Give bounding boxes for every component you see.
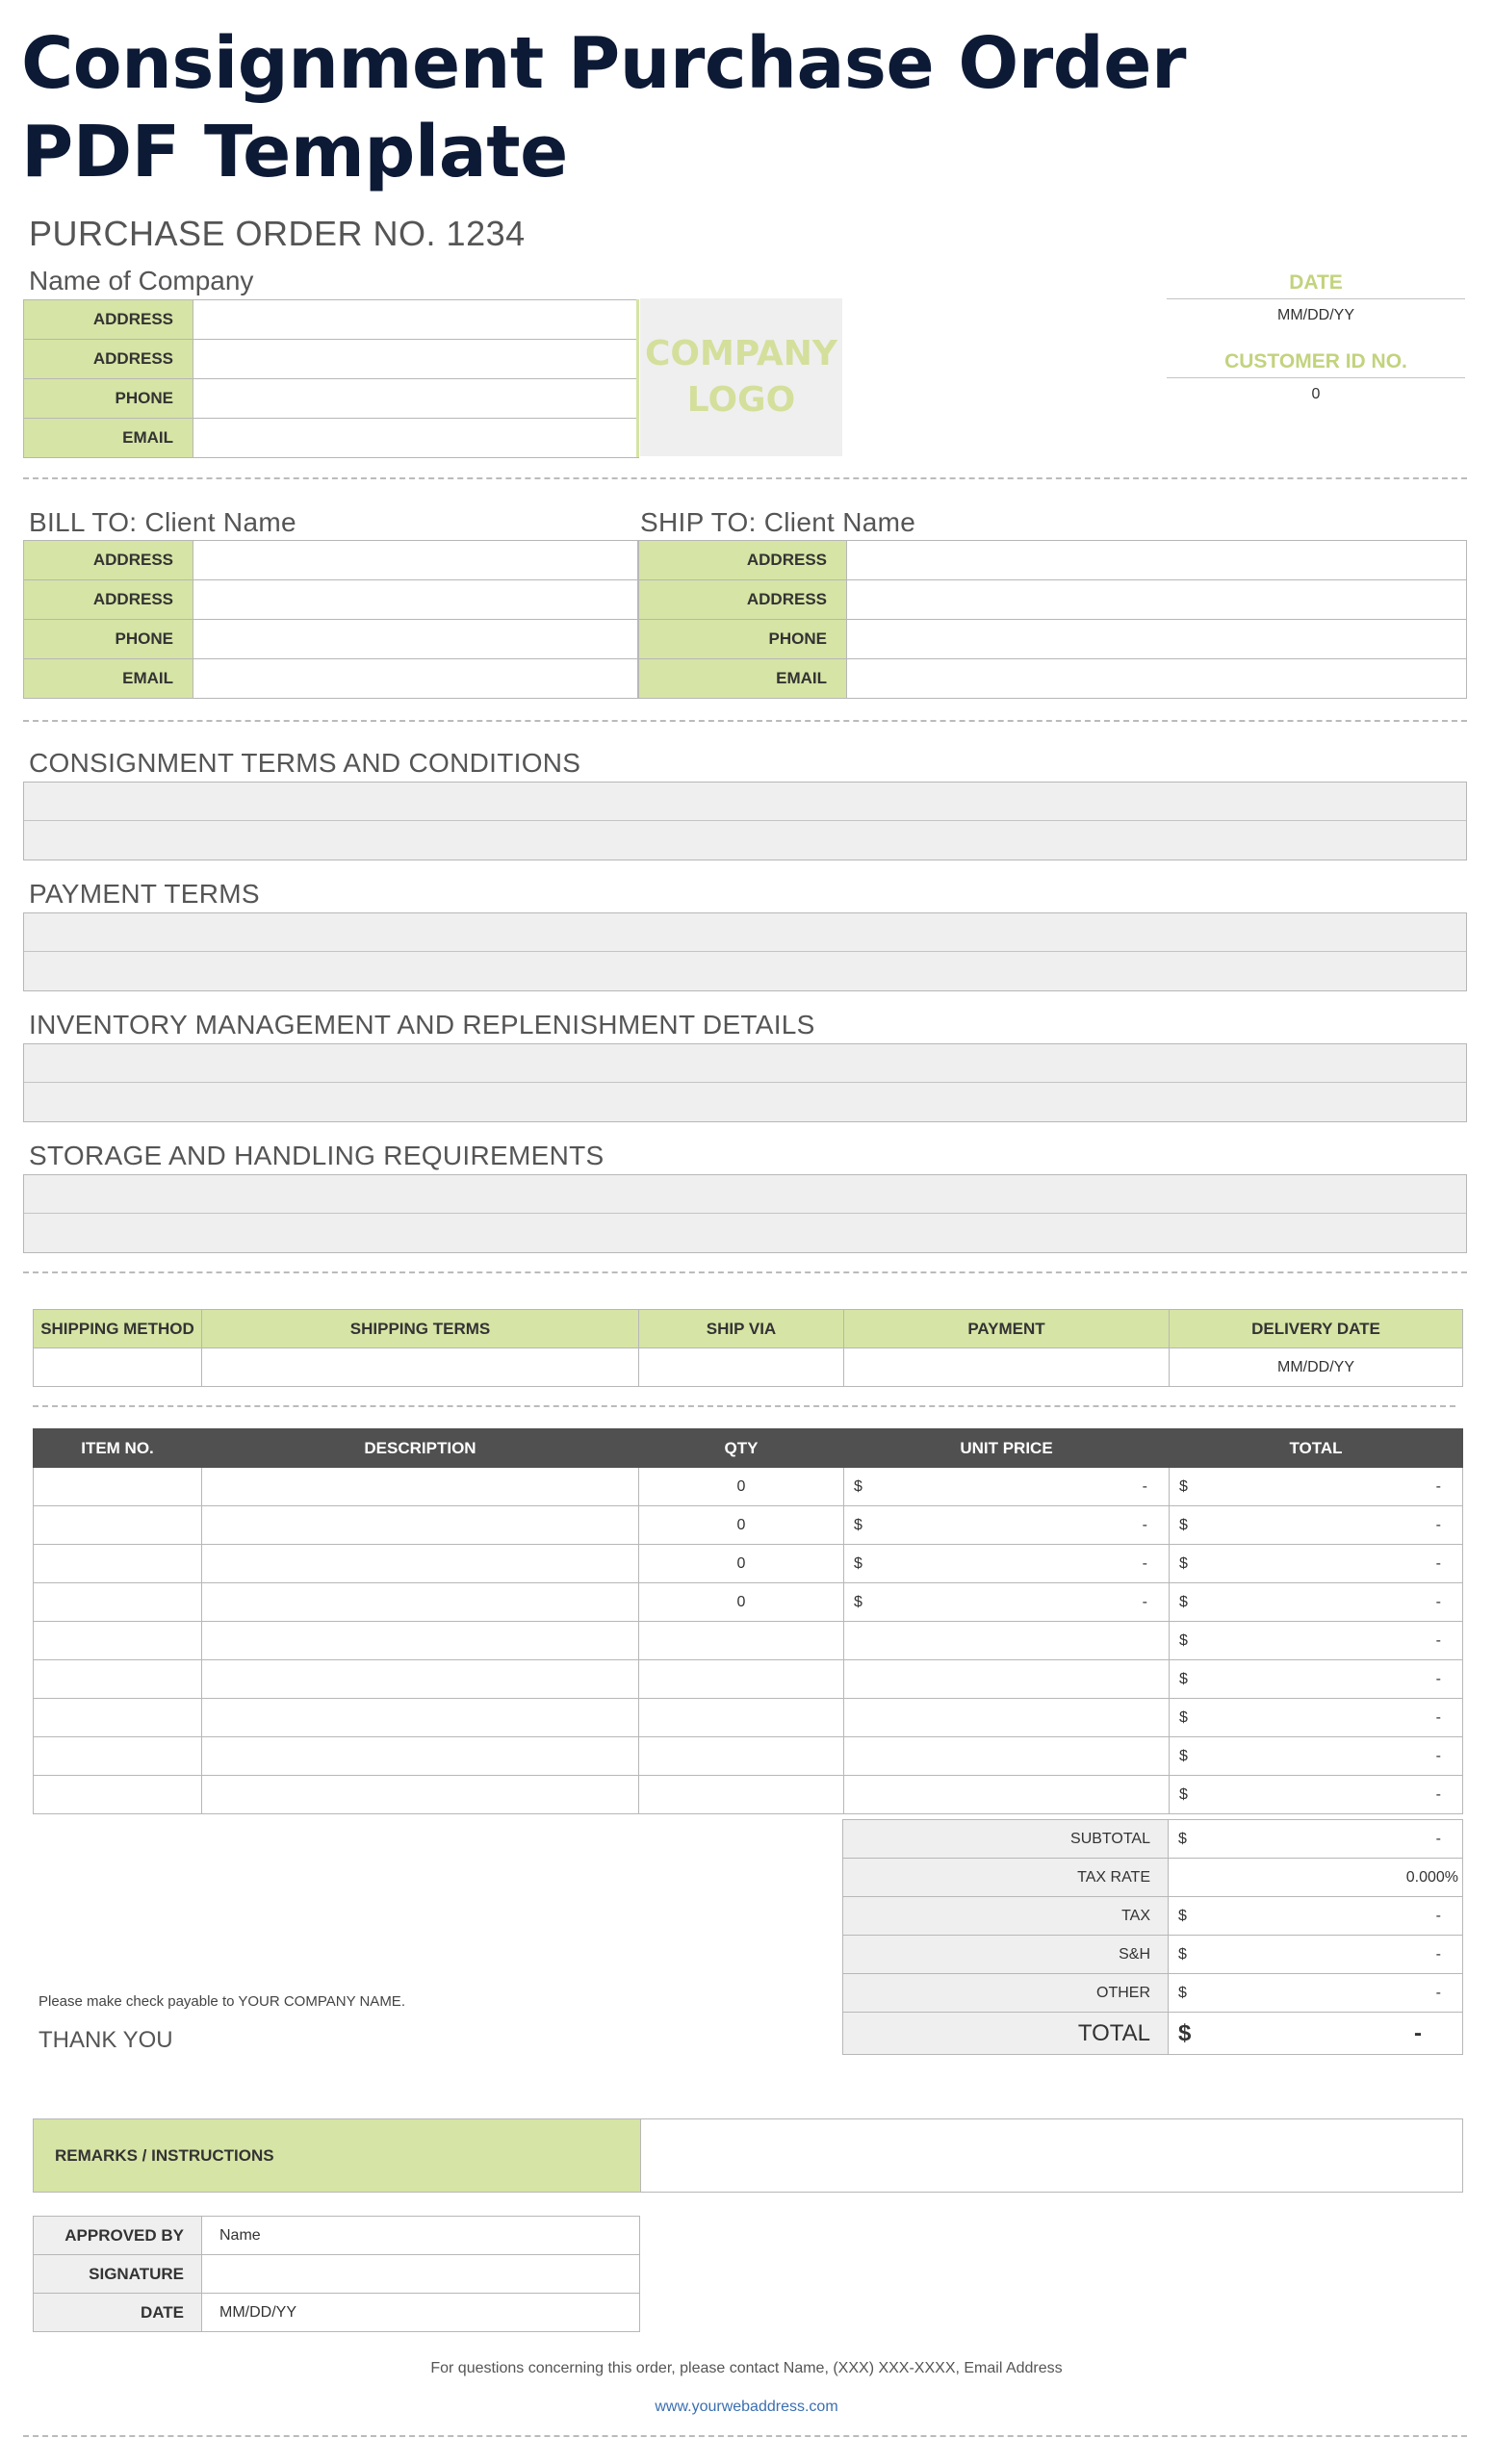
item-no-cell[interactable] (34, 1622, 202, 1660)
unit-price-cell[interactable] (844, 1545, 1170, 1583)
currency-symbol: $ (1179, 1631, 1188, 1649)
company-name: Name of Company (29, 266, 254, 295)
amount: - (1435, 1631, 1441, 1649)
unit-price-cell[interactable] (844, 1699, 1170, 1737)
approval-date-field[interactable]: MM/DD/YY (202, 2294, 640, 2332)
company-email-field[interactable] (193, 419, 639, 458)
storage-field[interactable] (23, 1174, 1467, 1253)
item-no-cell[interactable] (34, 1583, 202, 1622)
amount: - (1142, 1554, 1147, 1572)
approved-by-label: APPROVED BY (34, 2217, 202, 2255)
ship-email-label: EMAIL (639, 659, 847, 699)
table-row (34, 1737, 1463, 1776)
line-total-cell (1170, 1622, 1463, 1660)
company-email-label: EMAIL (24, 419, 193, 458)
currency-symbol: $ (1179, 1477, 1188, 1495)
item-no-cell[interactable] (34, 1737, 202, 1776)
currency-symbol: $ (854, 1593, 862, 1610)
line-total-cell (1170, 1468, 1463, 1506)
table-row (34, 1545, 1463, 1583)
consignment-terms-heading: CONSIGNMENT TERMS AND CONDITIONS (29, 748, 581, 778)
customer-id-value[interactable]: 0 (1311, 386, 1321, 402)
ship-address2-field[interactable] (847, 580, 1467, 620)
unit-price-cell[interactable] (844, 1622, 1170, 1660)
description-cell[interactable] (202, 1468, 639, 1506)
company-phone-label: PHONE (24, 379, 193, 419)
unit-price-cell[interactable] (844, 1776, 1170, 1814)
amount: - (1435, 1708, 1441, 1726)
qty-cell[interactable] (639, 1699, 844, 1737)
ship-phone-field[interactable] (847, 620, 1467, 659)
amount: - (1435, 1907, 1441, 1924)
qty-cell[interactable]: 0 (639, 1506, 844, 1545)
other-value[interactable] (1169, 1974, 1463, 2013)
payment-terms-field[interactable] (23, 912, 1467, 991)
currency-symbol: $ (1179, 1593, 1188, 1610)
unit-price-cell[interactable] (844, 1583, 1170, 1622)
qty-cell[interactable] (639, 1776, 844, 1814)
amount: - (1435, 1670, 1441, 1687)
contact-line: For questions concerning this order, please contact Name, (XXX) XXX-XXXX, Email Address (430, 2360, 1063, 2376)
bill-address2-label: ADDRESS (24, 580, 193, 620)
item-no-cell[interactable] (34, 1468, 202, 1506)
check-note: Please make check payable to YOUR COMPANY NAME. (39, 1993, 405, 2010)
table-row (34, 1583, 1463, 1622)
payment-header: PAYMENT (844, 1310, 1170, 1348)
table-row (34, 1660, 1463, 1699)
table-row (34, 1506, 1463, 1545)
currency-symbol: $ (1178, 1830, 1187, 1847)
remarks-field[interactable] (641, 2119, 1463, 2193)
company-phone-field[interactable] (193, 379, 639, 419)
page-title-line1: Consignment Purchase Order (21, 22, 1186, 105)
grand-total-label: TOTAL (843, 2013, 1169, 2055)
description-cell[interactable] (202, 1776, 639, 1814)
company-address2-label: ADDRESS (24, 340, 193, 379)
ship-to-heading: SHIP TO: Client Name (640, 507, 916, 537)
table-row (34, 1468, 1463, 1506)
amount: - (1435, 1830, 1441, 1847)
currency-symbol: $ (1179, 1516, 1188, 1533)
unit-price-cell[interactable] (844, 1468, 1170, 1506)
qty-cell[interactable] (639, 1737, 844, 1776)
bill-to-heading: BILL TO: Client Name (29, 507, 296, 537)
shipping-method-field[interactable] (34, 1348, 202, 1387)
description-cell[interactable] (202, 1545, 639, 1583)
currency-symbol: $ (854, 1516, 862, 1533)
bill-email-field[interactable] (193, 659, 638, 699)
qty-cell[interactable] (639, 1622, 844, 1660)
bill-phone-label: PHONE (24, 620, 193, 659)
divider (23, 1271, 1467, 1273)
payment-field[interactable] (844, 1348, 1170, 1387)
unit-price-header: UNIT PRICE (844, 1429, 1170, 1468)
bill-email-label: EMAIL (24, 659, 193, 699)
signature-field[interactable] (202, 2255, 640, 2294)
qty-cell[interactable]: 0 (639, 1583, 844, 1622)
shipping-method-header: SHIPPING METHOD (34, 1310, 202, 1348)
line-total-cell (1170, 1660, 1463, 1699)
storage-heading: STORAGE AND HANDLING REQUIREMENTS (29, 1141, 605, 1170)
bill-address2-field[interactable] (193, 580, 638, 620)
item-no-header: ITEM NO. (34, 1429, 202, 1468)
consignment-terms-field[interactable] (23, 782, 1467, 860)
tax-rate-value[interactable]: 0.000% (1169, 1859, 1463, 1897)
ship-email-field[interactable] (847, 659, 1467, 699)
divider (23, 2435, 1467, 2437)
line-total-cell (1170, 1583, 1463, 1622)
currency-symbol: $ (1179, 1785, 1188, 1803)
payment-terms-heading: PAYMENT TERMS (29, 879, 260, 909)
subtotal-label: SUBTOTAL (843, 1820, 1169, 1859)
amount: - (1435, 1516, 1441, 1533)
ship-address2-label: ADDRESS (639, 580, 847, 620)
amount: - (1142, 1593, 1147, 1610)
signature-label: SIGNATURE (34, 2255, 202, 2294)
approval-date-label: DATE (34, 2294, 202, 2332)
shipping-table (33, 1309, 1463, 1387)
qty-cell[interactable]: 0 (639, 1468, 844, 1506)
description-cell[interactable] (202, 1660, 639, 1699)
amount: - (1435, 1554, 1441, 1572)
customer-id-label: CUSTOMER ID NO. (1167, 350, 1465, 378)
line-total-cell (1170, 1737, 1463, 1776)
other-label: OTHER (843, 1974, 1169, 2013)
sh-label: S&H (843, 1936, 1169, 1974)
company-info-table (23, 299, 639, 458)
table-row (34, 1622, 1463, 1660)
divider (23, 477, 1467, 479)
shipping-terms-field[interactable] (202, 1348, 639, 1387)
description-cell[interactable] (202, 1622, 639, 1660)
logo-line1: COMPANY (645, 334, 837, 373)
tax-value (1169, 1897, 1463, 1936)
currency-symbol: $ (1178, 2019, 1192, 2046)
currency-symbol: $ (1179, 1670, 1188, 1687)
ship-address-field[interactable] (847, 541, 1467, 580)
currency-symbol: $ (1179, 1747, 1188, 1764)
bill-address-field[interactable] (193, 541, 638, 580)
bill-address-label: ADDRESS (24, 541, 193, 580)
currency-symbol: $ (1178, 1945, 1187, 1963)
item-no-cell[interactable] (34, 1660, 202, 1699)
line-total-cell (1170, 1506, 1463, 1545)
logo-line2: LOGO (686, 380, 796, 420)
inventory-field[interactable] (23, 1043, 1467, 1122)
divider (23, 720, 1467, 722)
table-row (34, 1699, 1463, 1737)
description-cell[interactable] (202, 1583, 639, 1622)
page-title (21, 19, 1273, 196)
amount: - (1435, 1477, 1441, 1495)
tax-label: TAX (843, 1897, 1169, 1936)
ship-address-label: ADDRESS (639, 541, 847, 580)
company-address-label: ADDRESS (24, 300, 193, 340)
date-block (1167, 271, 1465, 324)
amount: - (1435, 1593, 1441, 1610)
delivery-date-field[interactable]: MM/DD/YY (1170, 1348, 1463, 1387)
currency-symbol: $ (1178, 1984, 1187, 2001)
item-no-cell[interactable] (34, 1699, 202, 1737)
approval-table (33, 2216, 640, 2332)
line-total-cell (1170, 1545, 1463, 1583)
description-header: DESCRIPTION (202, 1429, 639, 1468)
currency-symbol: $ (1179, 1708, 1188, 1726)
amount: - (1435, 1747, 1441, 1764)
description-cell[interactable] (202, 1506, 639, 1545)
currency-symbol: $ (1179, 1554, 1188, 1572)
qty-cell[interactable]: 0 (639, 1545, 844, 1583)
unit-price-cell[interactable] (844, 1506, 1170, 1545)
description-cell[interactable] (202, 1737, 639, 1776)
amount: - (1414, 2019, 1422, 2046)
description-cell[interactable] (202, 1699, 639, 1737)
currency-symbol: $ (854, 1554, 862, 1572)
company-logo (640, 298, 842, 456)
sh-value[interactable] (1169, 1936, 1463, 1974)
amount: - (1142, 1516, 1147, 1533)
subtotal-value (1169, 1820, 1463, 1859)
website-link[interactable]: www.yourwebaddress.com (655, 2399, 838, 2415)
item-no-cell[interactable] (34, 1545, 202, 1583)
amount: - (1435, 1785, 1441, 1803)
unit-price-cell[interactable] (844, 1660, 1170, 1699)
item-no-cell[interactable] (34, 1776, 202, 1814)
line-total-cell (1170, 1699, 1463, 1737)
remarks-label: REMARKS / INSTRUCTIONS (34, 2119, 641, 2193)
table-row (34, 1776, 1463, 1814)
date-label: DATE (1167, 271, 1465, 299)
logo-divider (636, 299, 639, 457)
divider (33, 1405, 1455, 1407)
bill-to-table (23, 540, 638, 699)
date-value[interactable]: MM/DD/YY (1277, 307, 1354, 323)
qty-header: QTY (639, 1429, 844, 1468)
approved-by-field[interactable]: Name (202, 2217, 640, 2255)
thank-you: THANK YOU (39, 2027, 173, 2053)
shipping-terms-header: SHIPPING TERMS (202, 1310, 639, 1348)
company-address-field[interactable] (193, 300, 639, 340)
bill-phone-field[interactable] (193, 620, 638, 659)
ship-via-header: SHIP VIA (639, 1310, 844, 1348)
company-address2-field[interactable] (193, 340, 639, 379)
currency-symbol: $ (854, 1477, 862, 1495)
totals-table (842, 1819, 1463, 2055)
qty-cell[interactable] (639, 1660, 844, 1699)
item-no-cell[interactable] (34, 1506, 202, 1545)
currency-symbol: $ (1178, 1907, 1187, 1924)
ship-via-field[interactable] (639, 1348, 844, 1387)
unit-price-cell[interactable] (844, 1737, 1170, 1776)
ship-phone-label: PHONE (639, 620, 847, 659)
total-header: TOTAL (1170, 1429, 1463, 1468)
page-title-line2: PDF Template (21, 111, 568, 193)
items-table (33, 1428, 1463, 1814)
inventory-heading: INVENTORY MANAGEMENT AND REPLENISHMENT DETAILS (29, 1010, 815, 1040)
po-number: PURCHASE ORDER NO. 1234 (29, 214, 526, 253)
grand-total-value (1169, 2013, 1463, 2055)
line-total-cell (1170, 1776, 1463, 1814)
delivery-date-header: DELIVERY DATE (1170, 1310, 1463, 1348)
amount: - (1142, 1477, 1147, 1495)
customer-id-block (1167, 350, 1465, 403)
amount: - (1435, 1945, 1441, 1963)
amount: - (1435, 1984, 1441, 2001)
ship-to-table (638, 540, 1467, 699)
remarks-table (33, 2118, 1463, 2193)
tax-rate-label: TAX RATE (843, 1859, 1169, 1897)
